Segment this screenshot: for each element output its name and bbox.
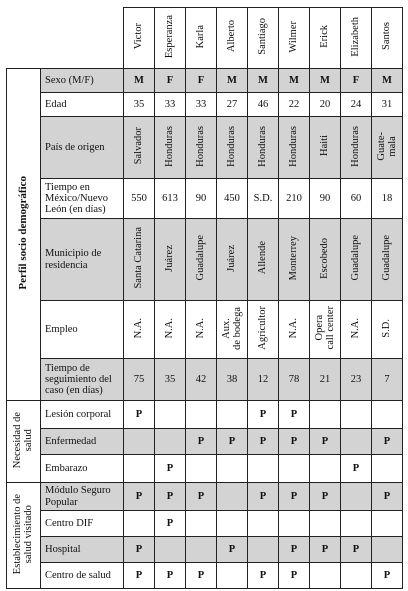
table-cell xyxy=(124,429,155,455)
table-cell xyxy=(217,563,248,589)
table-cell xyxy=(155,537,186,563)
group-label-perfil: Perfil socio demográfico xyxy=(7,69,41,401)
column-header xyxy=(372,8,403,69)
row-label: Centro DIF xyxy=(41,511,124,537)
row-label: País de origen xyxy=(41,117,124,179)
column-header xyxy=(155,8,186,69)
table-cell: Agricultor xyxy=(248,301,279,359)
table-cell: 35 xyxy=(124,93,155,117)
table-cell: 46 xyxy=(248,93,279,117)
header-row xyxy=(7,8,403,69)
table-cell: 75 xyxy=(124,359,155,401)
table-cell: Aux. de bodega xyxy=(217,301,248,359)
table-cell: F xyxy=(341,69,372,93)
table-cell: 78 xyxy=(279,359,310,401)
table-row xyxy=(7,301,403,359)
table-cell: Honduras xyxy=(248,117,279,179)
column-header xyxy=(248,8,279,69)
column-header-label: Karla xyxy=(195,24,207,49)
table-cell: F xyxy=(186,69,217,93)
column-header-label: Santiago xyxy=(257,18,269,55)
table-cell: P xyxy=(155,455,186,483)
table-cell: Santa Catarina xyxy=(124,219,155,301)
table-cell xyxy=(248,537,279,563)
table-cell xyxy=(341,563,372,589)
table-cell: 90 xyxy=(186,179,217,219)
table-cell: S.D. xyxy=(248,179,279,219)
table-cell: N.A. xyxy=(341,301,372,359)
table-cell: Opera call center xyxy=(310,301,341,359)
table-cell: 450 xyxy=(217,179,248,219)
table-cell: P xyxy=(279,483,310,511)
table-cell: 7 xyxy=(372,359,403,401)
table-cell: P xyxy=(248,401,279,429)
column-header-label: Erick xyxy=(319,25,331,48)
table-cell: Salvador xyxy=(124,117,155,179)
table-cell: 33 xyxy=(186,93,217,117)
table-cell: M xyxy=(248,69,279,93)
column-header xyxy=(279,8,310,69)
table-cell: P xyxy=(279,401,310,429)
table-cell: P xyxy=(279,537,310,563)
table-cell: P xyxy=(124,537,155,563)
table-cell xyxy=(248,455,279,483)
table-row xyxy=(7,117,403,179)
table-cell xyxy=(217,511,248,537)
table-cell: Haiti xyxy=(310,117,341,179)
column-header xyxy=(124,8,155,69)
table-cell: 42 xyxy=(186,359,217,401)
table-cell xyxy=(155,401,186,429)
table-row xyxy=(7,179,403,219)
table-row xyxy=(7,537,403,563)
table-cell: F xyxy=(155,69,186,93)
table-row xyxy=(7,359,403,401)
table-cell: P xyxy=(372,429,403,455)
table-cell: P xyxy=(310,429,341,455)
column-header xyxy=(341,8,372,69)
table-cell: P xyxy=(186,563,217,589)
column-header-label: Wilmer xyxy=(288,20,300,53)
table-cell: M xyxy=(124,69,155,93)
table-cell xyxy=(124,455,155,483)
table-row xyxy=(7,401,403,429)
table-cell: P xyxy=(279,429,310,455)
table-cell: 60 xyxy=(341,179,372,219)
table-cell: Monterrey xyxy=(279,219,310,301)
column-header xyxy=(310,8,341,69)
table-row xyxy=(7,455,403,483)
table-cell: P xyxy=(341,537,372,563)
table-cell: Juárez xyxy=(155,219,186,301)
table-cell: P xyxy=(248,429,279,455)
table-cell: 90 xyxy=(310,179,341,219)
table-cell: Honduras xyxy=(155,117,186,179)
table-cell: P xyxy=(310,537,341,563)
table-cell: P xyxy=(186,429,217,455)
table-cell: 210 xyxy=(279,179,310,219)
table-cell xyxy=(248,511,279,537)
table-cell xyxy=(372,511,403,537)
table-row xyxy=(7,429,403,455)
table-cell: P xyxy=(341,455,372,483)
table-cell xyxy=(372,401,403,429)
group-label-establecimiento: Establecimiento de salud visitado xyxy=(7,483,41,589)
row-label: Tiempo en México/Nuevo León (en días) xyxy=(41,179,124,219)
table-cell xyxy=(310,563,341,589)
table-cell: 22 xyxy=(279,93,310,117)
table-cell xyxy=(310,511,341,537)
table-cell: Allende xyxy=(248,219,279,301)
table-cell: P xyxy=(155,511,186,537)
table-cell: P xyxy=(248,483,279,511)
table-cell xyxy=(217,401,248,429)
table-cell xyxy=(341,401,372,429)
table-cell: P xyxy=(186,483,217,511)
table-row xyxy=(7,563,403,589)
table-cell: 613 xyxy=(155,179,186,219)
table-cell: Honduras xyxy=(279,117,310,179)
table-cell: M xyxy=(217,69,248,93)
table-cell: P xyxy=(124,483,155,511)
row-label: Centro de salud xyxy=(41,563,124,589)
row-label: Tiempo de seguimiento del caso (en días) xyxy=(41,359,124,401)
table-cell xyxy=(186,401,217,429)
row-label: Lesión corporal xyxy=(41,401,124,429)
table-cell: P xyxy=(279,563,310,589)
table-cell: Guate- mala xyxy=(372,117,403,179)
column-header xyxy=(186,8,217,69)
table-cell: P xyxy=(310,483,341,511)
table-row xyxy=(7,511,403,537)
table-cell: 21 xyxy=(310,359,341,401)
row-label: Hospital xyxy=(41,537,124,563)
table-cell: Escobedo xyxy=(310,219,341,301)
table-cell: N.A. xyxy=(186,301,217,359)
table-cell xyxy=(341,483,372,511)
row-label: Embarazo xyxy=(41,455,124,483)
table-cell: N.A. xyxy=(279,301,310,359)
table-cell: P xyxy=(124,401,155,429)
table-cell: 33 xyxy=(155,93,186,117)
corner-cell xyxy=(7,8,124,69)
table-row xyxy=(7,483,403,511)
column-header-label: Victor xyxy=(133,23,145,50)
table-cell: P xyxy=(372,483,403,511)
table-cell xyxy=(341,429,372,455)
table-cell: M xyxy=(310,69,341,93)
table-cell xyxy=(310,401,341,429)
table-cell xyxy=(186,537,217,563)
table-cell: M xyxy=(279,69,310,93)
table-cell xyxy=(372,537,403,563)
table-cell: 12 xyxy=(248,359,279,401)
table-cell: Honduras xyxy=(217,117,248,179)
table-cell: 23 xyxy=(341,359,372,401)
table-cell: 18 xyxy=(372,179,403,219)
table-cell: Guadalupe xyxy=(372,219,403,301)
table-cell: 550 xyxy=(124,179,155,219)
table-cell xyxy=(217,483,248,511)
table-cell xyxy=(124,511,155,537)
table-cell xyxy=(186,455,217,483)
table-cell: Guadalupe xyxy=(341,219,372,301)
table-cell: P xyxy=(155,563,186,589)
table-cell: M xyxy=(372,69,403,93)
table-cell: P xyxy=(372,563,403,589)
table-cell: P xyxy=(248,563,279,589)
table-cell xyxy=(217,455,248,483)
row-label: Enfermedad xyxy=(41,429,124,455)
table-row xyxy=(7,219,403,301)
row-label: Edad xyxy=(41,93,124,117)
table-cell: 31 xyxy=(372,93,403,117)
table-cell: P xyxy=(124,563,155,589)
table-cell: N.A. xyxy=(124,301,155,359)
table-cell xyxy=(310,455,341,483)
table-cell xyxy=(155,429,186,455)
table-cell xyxy=(279,511,310,537)
column-header-label: Alberto xyxy=(226,20,238,53)
table-row xyxy=(7,93,403,117)
row-label: Módulo Seguro Popular xyxy=(41,483,124,511)
table-cell: 38 xyxy=(217,359,248,401)
table-cell: 27 xyxy=(217,93,248,117)
data-table xyxy=(6,7,403,589)
table-cell xyxy=(279,455,310,483)
column-header-label: Santos xyxy=(381,22,393,51)
table-cell: N.A. xyxy=(155,301,186,359)
table-cell: 20 xyxy=(310,93,341,117)
table-cell: 35 xyxy=(155,359,186,401)
table-cell: P xyxy=(155,483,186,511)
table-cell: Juárez xyxy=(217,219,248,301)
table-cell: 24 xyxy=(341,93,372,117)
row-label: Sexo (M/F) xyxy=(41,69,124,93)
column-header-label: Elizabeth xyxy=(350,16,362,57)
table-cell: P xyxy=(217,429,248,455)
column-header xyxy=(217,8,248,69)
table-cell xyxy=(341,511,372,537)
row-label: Municipio de residencia xyxy=(41,219,124,301)
table-cell: Honduras xyxy=(341,117,372,179)
column-header-label: Esperanza xyxy=(164,14,176,59)
table-cell xyxy=(372,455,403,483)
row-label: Empleo xyxy=(41,301,124,359)
table-cell: Guadalupe xyxy=(186,219,217,301)
table-cell: P xyxy=(217,537,248,563)
table-cell: S.D. xyxy=(372,301,403,359)
group-label-necesidad: Necesidad de salud xyxy=(7,401,41,483)
table-cell: Honduras xyxy=(186,117,217,179)
table-cell xyxy=(186,511,217,537)
table-row xyxy=(7,69,403,93)
